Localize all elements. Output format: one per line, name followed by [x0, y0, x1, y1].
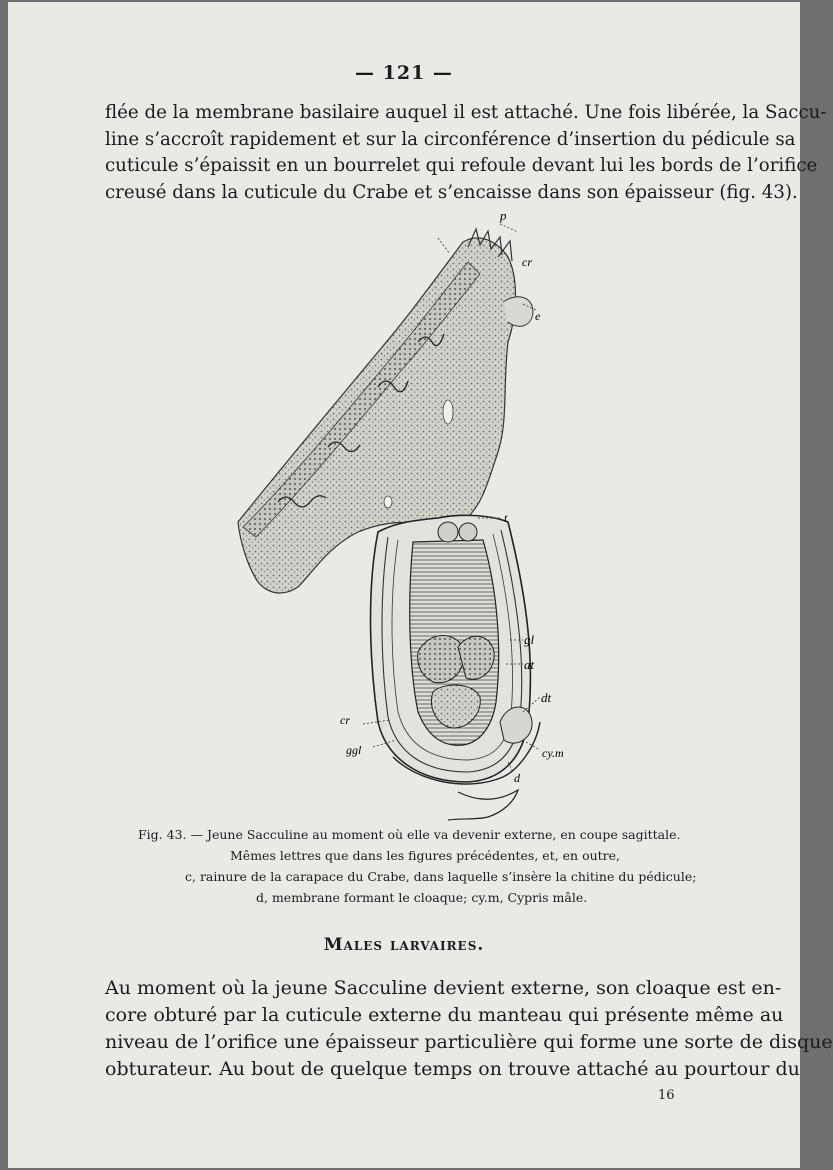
figure-label-cr-left: cr — [340, 713, 350, 727]
figure-label-d: d — [514, 771, 520, 785]
figure-label-cr-top: cr — [522, 255, 532, 269]
figure-label-dt: dt — [541, 690, 552, 705]
figure-label-p: p — [500, 208, 507, 223]
bottom-paragraph — [105, 975, 833, 1083]
caption-line: c, rainure de la carapace du Crabe, dans laquelle s’insère la chitine du pédicule; — [185, 869, 697, 884]
text-line: line s’accroît rapidement et sur la circonférence d’insertion du pédicule sa — [105, 128, 796, 150]
section-heading: Males larvaires. — [323, 935, 485, 955]
signature-mark: 16 — [658, 1088, 675, 1103]
text-line: niveau de l’orifice une épaisseur particulière qui forme une sorte de disque — [105, 1031, 833, 1053]
text-line: obturateur. Au bout de quelque temps on trouve attaché au pourtour du — [105, 1058, 800, 1080]
caption-line: Mêmes lettres que dans les figures précédentes, et, en outre, — [230, 848, 621, 863]
figure-label-at: at — [524, 657, 535, 672]
text-line: core obturé par la cuticule externe du manteau qui présente même au — [105, 1004, 784, 1026]
text-line: creusé dans la cuticule du Crabe et s’encaisse dans son épaisseur (fig. 43). — [105, 181, 798, 203]
book-page — [8, 2, 833, 1168]
page-number-header: — 121 — — [355, 62, 453, 84]
caption-line: d, membrane formant le cloaque; cy.m, Cypris mâle. — [256, 890, 588, 905]
top-paragraph — [105, 100, 827, 206]
text-line: cuticule s’épaissit en un bourrelet qui refoule devant lui les bords de l’orifice — [105, 155, 818, 176]
figure-label-t: t — [504, 511, 508, 525]
text-line: Au moment où la jeune Sacculine devient externe, son cloaque est en- — [105, 977, 782, 999]
figure-caption — [118, 824, 718, 908]
figure-label-e: e — [535, 309, 541, 323]
figure-label-gl: gl — [524, 632, 535, 647]
figure-label-ggl: ggl — [346, 743, 362, 757]
text-line: flée de la membrane basilaire auquel il est attaché. Une fois libérée, la Saccu- — [105, 102, 827, 123]
figure-43-illustration — [218, 202, 564, 822]
figure-label-cym: cy.m — [542, 746, 564, 760]
caption-line: Fig. 43. — Jeune Sacculine au moment où elle va devenir externe, en coupe sagittale. — [138, 827, 681, 842]
